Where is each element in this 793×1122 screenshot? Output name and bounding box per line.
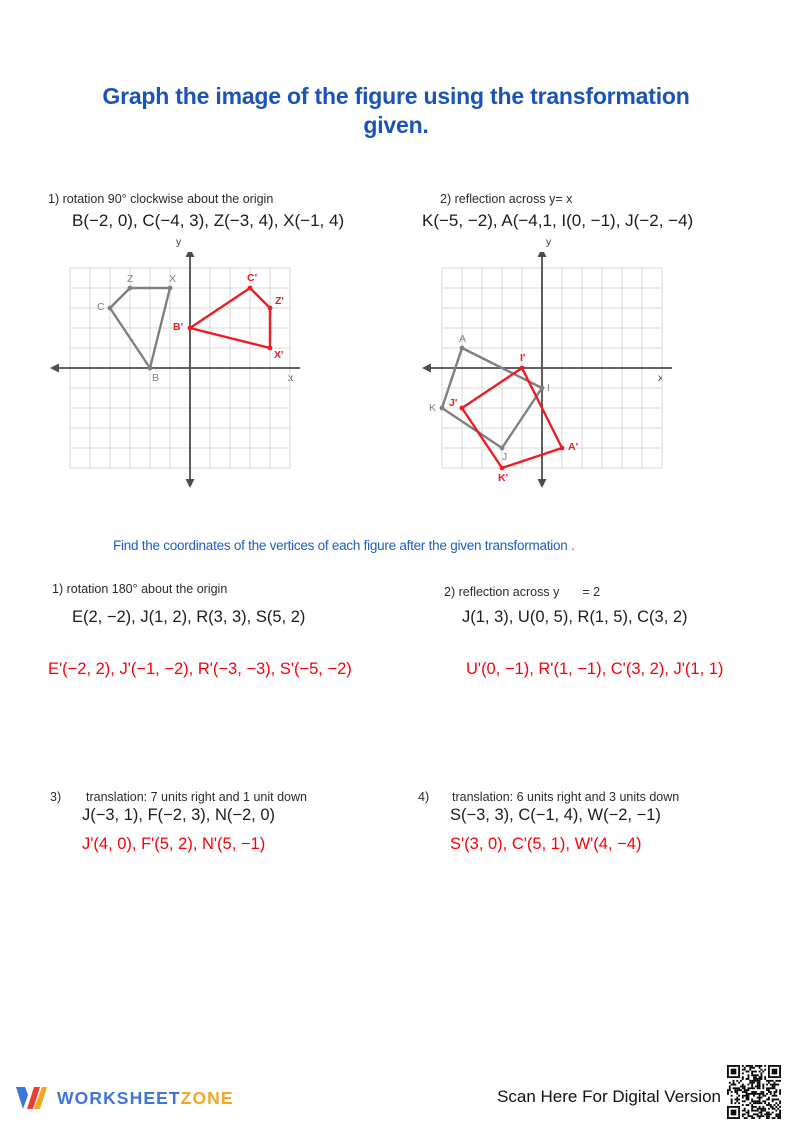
- svg-text:I': I': [520, 352, 526, 364]
- svg-text:C': C': [247, 272, 258, 284]
- answer-problem-4-number: 4): [418, 790, 430, 804]
- answer-problem-2-number: 2): [444, 585, 456, 599]
- svg-text:X': X': [274, 349, 284, 361]
- svg-text:Z: Z: [127, 273, 134, 285]
- svg-text:A: A: [459, 333, 467, 345]
- svg-text:J': J': [449, 397, 458, 409]
- svg-text:B: B: [152, 372, 160, 384]
- answer-problem-1-heading: [52, 582, 227, 596]
- answer-problem-4-given: S(−3, 3), C(−1, 4), W(−2, −1): [450, 806, 661, 824]
- graph-problem-1-number: 1): [48, 192, 60, 206]
- graph-problem-1-transformation: rotation 90° clockwise about the origin: [62, 192, 274, 206]
- graph-problem-1-coords: B(−2, 0), C(−4, 3), Z(−3, 4), X(−1, 4): [72, 211, 345, 230]
- graph-problem-2-number: 2): [440, 192, 452, 206]
- answer-problem-2-given: J(1, 3), U(0, 5), R(1, 5), C(3, 2): [462, 608, 688, 626]
- answer-problem-4-answer: S'(3, 0), C'(5, 1), W'(4, −4): [450, 835, 642, 853]
- answer-problem-4-transformation: translation: 6 units right and 3 units down: [452, 790, 680, 804]
- worksheet-zone-logo[interactable]: [14, 1085, 234, 1111]
- svg-text:I: I: [547, 382, 550, 394]
- svg-text:A': A': [568, 441, 579, 453]
- answer-problem-1-transformation: rotation 180° about the origin: [66, 582, 228, 596]
- scan-here-text: Scan Here For Digital Version: [497, 1087, 721, 1106]
- svg-text:X: X: [169, 273, 177, 285]
- answer-problem-1-answer: E'(−2, 2), J'(−1, −2), R'(−3, −3), S'(−5, −2): [48, 660, 352, 678]
- coordinate-grid-2: [412, 252, 672, 502]
- graph-1-x-axis-label: x: [288, 372, 294, 384]
- answer-problem-2-heading: [444, 585, 600, 599]
- graph-problem-2-coords: K(−5, −2), A(−4,1, I(0, −1), J(−2, −4): [422, 211, 694, 230]
- answer-problem-4-heading: [452, 790, 679, 804]
- svg-text:Z': Z': [275, 295, 284, 307]
- graph-1-y-axis-label: y: [176, 236, 182, 248]
- worksheet-zone-mark-icon: [14, 1085, 48, 1111]
- graph-problem-2-heading: [440, 192, 572, 206]
- instruction-text: Find the coordinates of the vertices of each figure after the given transformation .: [113, 538, 575, 553]
- svg-text:B': B': [173, 321, 184, 333]
- answer-problem-2-transformation-tail: = 2: [582, 585, 601, 599]
- page-title: Graph the image of the figure using the transformation given.: [102, 83, 690, 138]
- answer-problem-3-transformation: translation: 7 units right and 1 unit down: [86, 790, 307, 804]
- answer-problem-3-heading: [86, 790, 307, 804]
- graph-problem-2-transformation: reflection across y= x: [454, 192, 573, 206]
- svg-text:K': K': [498, 472, 509, 484]
- logo-word-zone: ZONE: [180, 1087, 234, 1108]
- svg-text:J: J: [502, 451, 508, 463]
- logo-text: [57, 1088, 234, 1109]
- graph-2-x-axis-label: x: [658, 372, 664, 384]
- svg-text:C: C: [97, 301, 105, 313]
- answer-problem-2-answer: U'(0, −1), R'(1, −1), C'(3, 2), J'(1, 1): [466, 660, 724, 678]
- qr-code-icon[interactable]: [727, 1065, 781, 1119]
- answer-problem-2-transformation: reflection across y: [458, 585, 560, 599]
- graph-problem-1-heading: [48, 192, 273, 206]
- coordinate-grid-1: [40, 252, 300, 502]
- graph-2-y-axis-label: y: [546, 236, 552, 248]
- answer-problem-3-given: J(−3, 1), F(−2, 3), N(−2, 0): [82, 806, 276, 824]
- answer-problem-1-number: 1): [52, 582, 64, 596]
- answer-problem-3-answer: J'(4, 0), F'(5, 2), N'(5, −1): [82, 835, 266, 853]
- answer-problem-1-given: E(2, −2), J(1, 2), R(3, 3), S(5, 2): [72, 608, 306, 626]
- answer-problem-3-number: 3): [50, 790, 62, 804]
- logo-word-worksheet: WORKSHEET: [57, 1087, 181, 1108]
- svg-text:K: K: [429, 402, 437, 414]
